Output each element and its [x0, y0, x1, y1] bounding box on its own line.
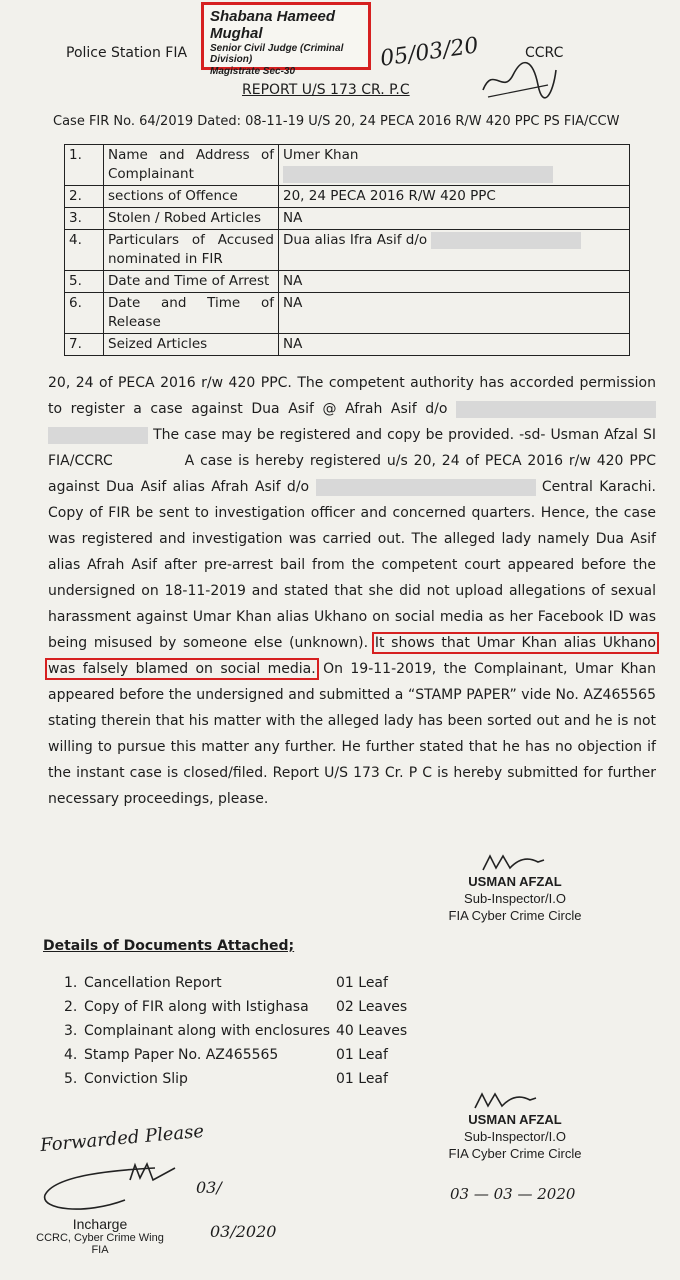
- row-value: NA: [279, 271, 630, 293]
- signature-block-2: [430, 1111, 600, 1162]
- table-row: [65, 230, 630, 271]
- officer-org: FIA Cyber Crime Circle: [448, 1146, 582, 1161]
- handwritten-date-top: 05/03/20: [378, 33, 481, 72]
- spacer: [119, 453, 179, 470]
- table-row: [65, 145, 630, 186]
- row-number: 2.: [65, 186, 104, 208]
- incharge-label: Incharge: [72, 1216, 128, 1232]
- redaction-block: [316, 479, 536, 496]
- row-label: Stolen / Robed Articles: [104, 208, 279, 230]
- row-number: 4.: [65, 230, 104, 271]
- incharge-unit: CCRC, Cyber Crime Wing: [36, 1232, 164, 1244]
- officer-org: FIA Cyber Crime Circle: [448, 908, 582, 923]
- list-item: 5. Conviction Slip 01 Leaf: [64, 1071, 388, 1087]
- table-row: [65, 208, 630, 230]
- row-number: 3.: [65, 208, 104, 230]
- case-info-table: [64, 144, 630, 356]
- police-station-label: Police Station FIA: [66, 45, 188, 61]
- row-label: Particulars of Accused nominated in FIR: [104, 230, 279, 271]
- officer-title: Sub-Inspector/I.O: [464, 1129, 566, 1144]
- attachments-heading: Details of Documents Attached;: [43, 938, 295, 954]
- row-label: Date and Time of Release: [104, 293, 279, 334]
- stamp-name: Shabana Hameed Mughal: [210, 8, 336, 43]
- ccrc-label: CCRC: [525, 45, 564, 61]
- table-row: [65, 271, 630, 293]
- forward-signature-block: [20, 1216, 180, 1256]
- list-item: 2. Copy of FIR along with Istighasa 02 Leaves: [64, 999, 408, 1015]
- officer-title: Sub-Inspector/I.O: [464, 891, 566, 906]
- signature-scribble-1: [478, 852, 548, 874]
- magistrate-stamp: [201, 2, 371, 77]
- table-row: [65, 186, 630, 208]
- row-value: NA: [279, 334, 630, 356]
- row-value: 20, 24 PECA 2016 R/W 420 PPC: [279, 186, 630, 208]
- row-number: 6.: [65, 293, 104, 334]
- row-value: Dua alias Ifra Asif d/o: [279, 230, 630, 271]
- stamp-section: Magistrate Sec-30: [210, 65, 296, 77]
- redaction-block: [456, 401, 656, 418]
- handwritten-date-2: 03 — 03 — 2020: [450, 1185, 576, 1203]
- officer-name: USMAN AFZAL: [468, 874, 562, 889]
- officer-name: USMAN AFZAL: [468, 1112, 562, 1127]
- report-title: REPORT U/S 173 CR. P.C: [242, 82, 410, 98]
- list-item: 3. Complainant along with enclosures 40 Leaves: [64, 1023, 408, 1039]
- signature-scribble-forward: [35, 1160, 205, 1220]
- forward-date-top: 03/: [196, 1178, 222, 1197]
- row-label: Name and Address of Complainant: [104, 145, 279, 186]
- stamp-designation: Senior Civil Judge (Criminal Division): [210, 42, 344, 65]
- forward-date-bottom: 03/2020: [210, 1222, 277, 1241]
- redaction-block: [431, 232, 581, 249]
- row-label: Seized Articles: [104, 334, 279, 356]
- list-item: 1. Cancellation Report 01 Leaf: [64, 975, 388, 991]
- table-row: [65, 293, 630, 334]
- body-paragraph: 20, 24 of PECA 2016 r/w 420 PPC. The competent authority has accorded permission to register a case against Dua Asif @ Afrah Asif d/o The case may be registered and copy be provided. -sd- Usman Afzal SI FIA/CCRC A case is hereby registered u/s 20, 24 of PECA 2016 r/w 420 PPC against Dua Asif alias Afrah Asif d/o Central Karachi. Copy of FIR be sent to investigation officer and concerned quarters. Hence, the case was registered and investigation was carried out. The alleged lady namely Dua Asif alias Afrah Asif after pre-arrest bail from the competent court appeared before the undersigned on 18-11-2019 and stated that she did not upload allegations of sexual harassment against Umar Khan alias Ukhano on social media as her Facebook ID was being misused by someone else (unknown). It shows that Umar Khan alias Ukhano was falsely blamed on social media. On 19-11-2019, the Complainant, Umar Khan appeared before the undersigned and submitted a “STAMP PAPER” vide No. AZ465565 stating therein that his matter with the alleged lady has been sorted out and he is not willing to pursue this matter any further. He further stated that he has no objection if the instant case is closed/filed. Report U/S 173 Cr. P C is hereby submitted for further necessary proceedings, please.: [48, 375, 657, 807]
- forwarded-note: Forwarded Please: [39, 1120, 205, 1157]
- row-number: 1.: [65, 145, 104, 186]
- signature-scribble-top: [478, 55, 558, 105]
- signature-block-1: [430, 873, 600, 924]
- attachments-list: [64, 971, 424, 1091]
- incharge-org: FIA: [91, 1244, 109, 1256]
- row-number: 5.: [65, 271, 104, 293]
- case-line: Case FIR No. 64/2019 Dated: 08-11-19 U/S 20, 24 PECA 2016 R/W 420 PPC PS FIA/CCW: [53, 114, 620, 129]
- report-body: [48, 370, 656, 812]
- list-item: 4. Stamp Paper No. AZ465565 01 Leaf: [64, 1047, 388, 1063]
- highlighted-statement: It shows that Umar Khan alias Ukhano was falsely blamed on social media.: [48, 635, 656, 677]
- row-label: sections of Offence: [104, 186, 279, 208]
- row-value: NA: [279, 208, 630, 230]
- row-value: Umer Khan: [279, 145, 630, 186]
- redaction-block: [283, 166, 553, 183]
- redaction-block: [48, 427, 148, 444]
- row-number: 7.: [65, 334, 104, 356]
- row-label: Date and Time of Arrest: [104, 271, 279, 293]
- row-value: NA: [279, 293, 630, 334]
- table-row: [65, 334, 630, 356]
- signature-scribble-2: [470, 1090, 540, 1112]
